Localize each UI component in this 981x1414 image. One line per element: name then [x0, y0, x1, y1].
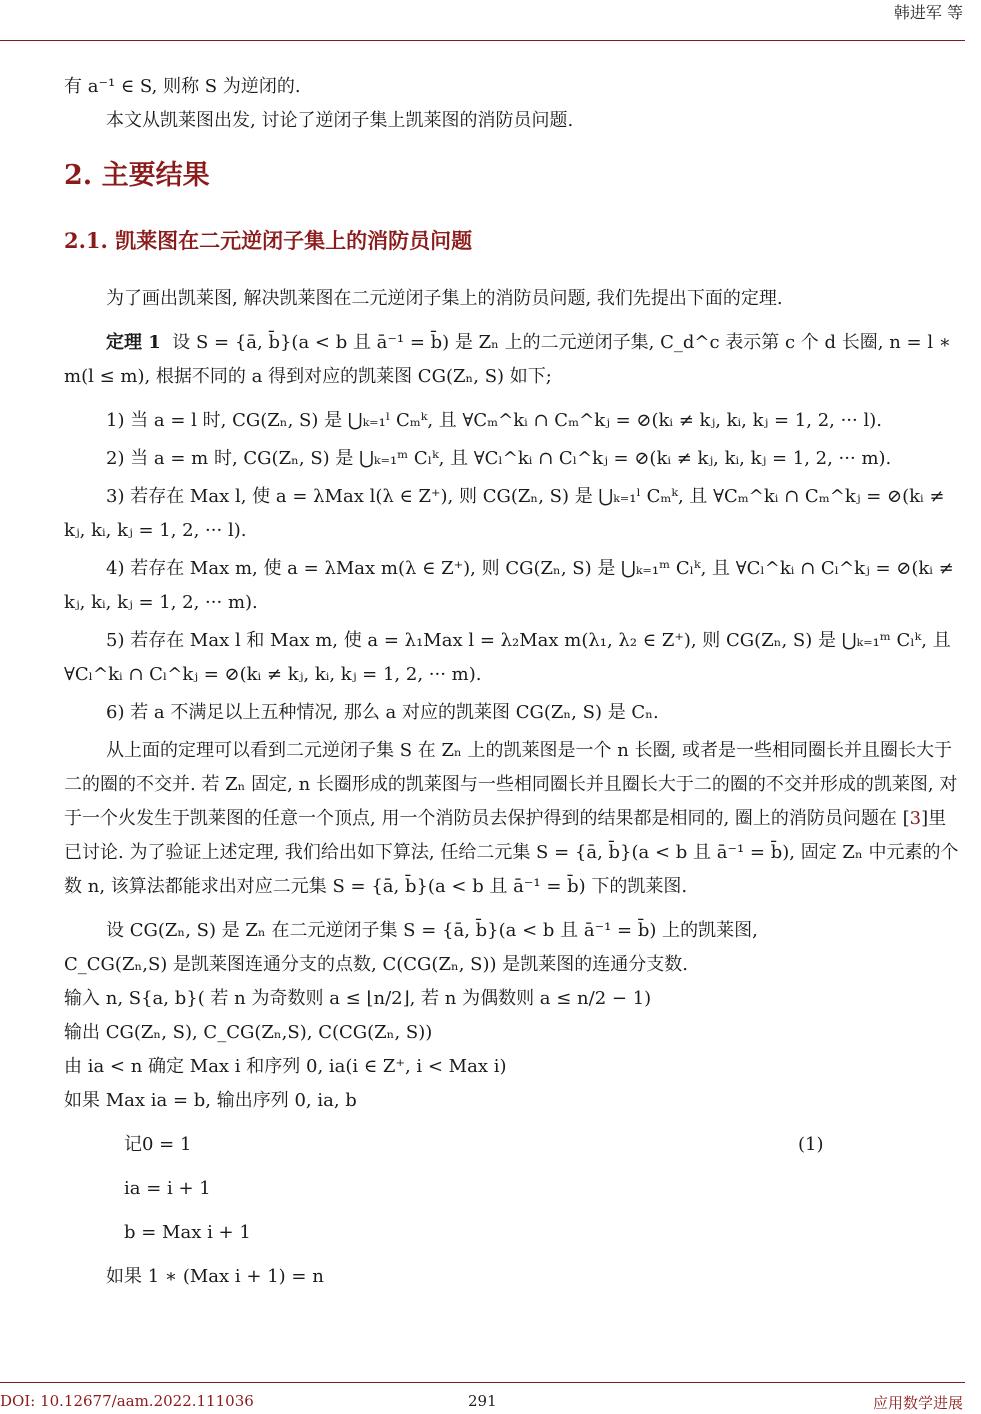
- subsection-title: 2.1. 凯莱图在二元逆闭子集上的消防员问题: [64, 228, 473, 253]
- equation-2: [64, 1172, 964, 1206]
- equation-2-text: ia = i + 1: [124, 1178, 211, 1199]
- equation-1: [64, 1128, 964, 1162]
- algorithm-step-2: 如果 Max ia = b, 输出序列 0, ia, b: [64, 1090, 357, 1111]
- running-header-author: 韩进军 等: [893, 3, 963, 22]
- theorem-case-6: 6) 若 a 不满足以上五种情况, 那么 a 对应的凯莱图 CG(Zₙ, S) 是 Cₙ.: [106, 702, 659, 723]
- equation-1-text: 记0 = 1: [124, 1134, 192, 1155]
- equation-3: [64, 1216, 964, 1250]
- discussion-text-b: ]里已讨论. 为了验证上述定理, 我们给出如下算法, 任给二元集 S = {ā, b̄}(a < b 且 ā⁻¹ = b̄), 固定 Zₙ 中元素的个数 n, 该算法都能求出对应二元集 S = {ā, b̄}(a < b 且 ā⁻¹ = b̄) 下的凯莱图.: [64, 808, 959, 897]
- section-title: 2. 主要结果: [64, 160, 210, 191]
- algorithm-step-3: 如果 1 ∗ (Max i + 1) = n: [106, 1266, 324, 1287]
- algorithm-setup-1: 设 CG(Zₙ, S) 是 Zₙ 在二元逆闭子集 S = {ā, b̄}(a < b 且 ā⁻¹ = b̄) 上的凯莱图,: [106, 920, 758, 941]
- intro-line-2: 本文从凯莱图出发, 讨论了逆闭子集上凯莱图的消防员问题.: [106, 110, 574, 131]
- algorithm-output: 输出 CG(Zₙ, S), C_CG(Zₙ,S), C(CG(Zₙ, S)): [64, 1022, 433, 1043]
- equation-1-number: (1): [798, 1134, 824, 1155]
- intro-line-1: 有 a⁻¹ ∈ S, 则称 S 为逆闭的.: [64, 76, 301, 97]
- theorem-statement: [64, 326, 964, 394]
- footer-page-number: 291: [468, 1392, 497, 1410]
- footer-divider: [0, 1382, 965, 1383]
- algorithm-input: 输入 n, S{a, b}( 若 n 为奇数则 a ≤ ⌊n/2⌋, 若 n 为偶数则 a ≤ n/2 − 1): [64, 988, 652, 1009]
- theorem-case-5: 5) 若存在 Max l 和 Max m, 使 a = λ₁Max l = λ₂Max m(λ₁, λ₂ ∈ Z⁺), 则 CG(Zₙ, S) 是 ⋃ₖ₌₁ᵐ Cₗᵏ, 且 ∀Cₗ^kᵢ ∩ Cₗ^kⱼ = ⊘(kᵢ ≠ kⱼ, kᵢ, kⱼ = 1, 2, ··· m).: [64, 630, 951, 685]
- page-body: [64, 70, 964, 1294]
- theorem-text: 设 S = {ā, b̄}(a < b 且 ā⁻¹ = b̄) 是 Zₙ 上的二元逆闭子集, C_d^c 表示第 c 个 d 长圈, n = l ∗ m(l ≤ m), 根据不同的 a 得到对应的凯莱图 CG(Zₙ, S) 如下;: [64, 332, 952, 387]
- footer-journal-name: 应用数学进展: [872, 1394, 963, 1412]
- equation-3-text: b = Max i + 1: [124, 1222, 251, 1243]
- discussion-paragraph: [64, 734, 964, 904]
- theorem-case-4: 4) 若存在 Max m, 使 a = λMax m(λ ∈ Z⁺), 则 CG(Zₙ, S) 是 ⋃ₖ₌₁ᵐ Cₗᵏ, 且 ∀Cₗ^kᵢ ∩ Cₗ^kⱼ = ⊘(kᵢ ≠ kⱼ, kᵢ, kⱼ = 1, 2, ··· m).: [64, 558, 954, 613]
- algorithm-step-1: 由 ia < n 确定 Max i 和序列 0, ia(i ∈ Z⁺, i < Max i): [64, 1056, 507, 1077]
- theorem-case-2: 2) 当 a = m 时, CG(Zₙ, S) 是 ⋃ₖ₌₁ᵐ Cₗᵏ, 且 ∀Cₗ^kᵢ ∩ Cₗ^kⱼ = ⊘(kᵢ ≠ kⱼ, kᵢ, kⱼ = 1, 2, ··· m).: [106, 448, 892, 469]
- lead-paragraph: 为了画出凯莱图, 解决凯莱图在二元逆闭子集上的消防员问题, 我们先提出下面的定理.: [106, 288, 783, 309]
- algorithm-setup-2: C_CG(Zₙ,S) 是凯莱图连通分支的点数, C(CG(Zₙ, S)) 是凯莱图的连通分支数.: [64, 954, 689, 975]
- citation-link[interactable]: 3: [909, 808, 922, 829]
- theorem-label: 定理 1: [106, 332, 161, 353]
- theorem-case-3: 3) 若存在 Max l, 使 a = λMax l(λ ∈ Z⁺), 则 CG(Zₙ, S) 是 ⋃ₖ₌₁ˡ Cₘᵏ, 且 ∀Cₘ^kᵢ ∩ Cₘ^kⱼ = ⊘(kᵢ ≠ kⱼ, kᵢ, kⱼ = 1, 2, ··· l).: [64, 486, 945, 541]
- footer-doi[interactable]: DOI: 10.12677/aam.2022.111036: [0, 1392, 254, 1410]
- header-divider: [0, 40, 965, 41]
- discussion-text-a: 从上面的定理可以看到二元逆闭子集 S 在 Zₙ 上的凯莱图是一个 n 长圈, 或者是一些相同圈长并且圈长大于二的圈的不交并. 若 Zₙ 固定, n 长圈形成的凯莱图与一些相同圈长并且圈长大于二的圈的不交并形成的凯莱图, 对于一个火发生于凯莱图的任意一个顶点, 用一个消防员去保护得到的结果都是相同的, 圈上的消防员问题在 [: [64, 740, 958, 829]
- theorem-case-1: 1) 当 a = l 时, CG(Zₙ, S) 是 ⋃ₖ₌₁ˡ Cₘᵏ, 且 ∀Cₘ^kᵢ ∩ Cₘ^kⱼ = ⊘(kᵢ ≠ kⱼ, kᵢ, kⱼ = 1, 2, ··· l).: [106, 410, 882, 431]
